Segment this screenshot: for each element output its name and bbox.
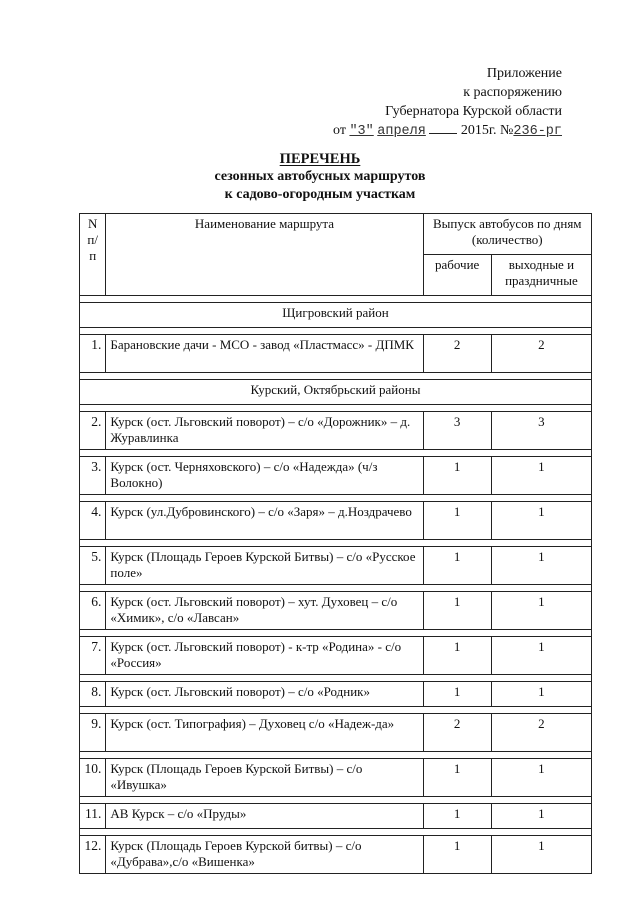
route-name: Курск (ул.Дубровинского) – с/о «Заря» – д.Ноздрачево — [106, 502, 423, 540]
table-row — [80, 592, 592, 630]
route-name: Курск (ост. Льговский поворот) – с/о «Родник» — [106, 682, 423, 707]
holidays-count: 1 — [491, 836, 591, 874]
workdays-count: 2 — [423, 714, 491, 752]
spacer-row — [80, 752, 592, 759]
spacer-row — [80, 405, 592, 412]
row-number: 11. — [80, 804, 106, 829]
workdays-count: 1 — [423, 759, 491, 797]
spacer-row — [80, 540, 592, 547]
spacer-row — [80, 450, 592, 457]
spacer-row — [80, 630, 592, 637]
spacer-row — [80, 707, 592, 714]
row-number: 1. — [80, 335, 106, 373]
holidays-count: 1 — [491, 682, 591, 707]
workdays-count: 2 — [423, 335, 491, 373]
workdays-count: 1 — [423, 592, 491, 630]
routes-table — [79, 213, 592, 874]
route-name: Курск (Площадь Героев Курской Битвы) – с/о «Русское поле» — [106, 547, 423, 585]
row-number: 9. — [80, 714, 106, 752]
document-title — [0, 150, 640, 204]
date-underline — [429, 121, 457, 134]
holidays-count: 1 — [491, 637, 591, 675]
row-number: 12. — [80, 836, 106, 874]
table-row — [80, 836, 592, 874]
route-name: Курск (ост. Черняховского) – с/о «Надежда» (ч/з Волокно) — [106, 457, 423, 495]
workdays-count: 1 — [423, 836, 491, 874]
table-row — [80, 714, 592, 752]
holidays-count: 1 — [491, 804, 591, 829]
title-main: ПЕРЕЧЕНЬ — [279, 151, 361, 167]
spacer-row — [80, 797, 592, 804]
appendix-date-line — [262, 121, 562, 141]
table-row — [80, 412, 592, 450]
spacer-row — [80, 675, 592, 682]
route-name: Курск (ост. Льговский поворот) – хут. Духовец – с/о «Химик», с/о «Лавсан» — [106, 592, 423, 630]
header-workdays: рабочие — [423, 255, 491, 296]
spacer-row — [80, 328, 592, 335]
row-number: 7. — [80, 637, 106, 675]
order-number: 236-рг — [513, 124, 562, 139]
workdays-count: 1 — [423, 637, 491, 675]
table-row — [80, 502, 592, 540]
header-bus-output: Выпуск автобусов по дням (количество) — [423, 214, 591, 255]
workdays-count: 1 — [423, 502, 491, 540]
header-number: N п/п — [80, 214, 106, 296]
date-day: "3" — [349, 124, 374, 139]
spacer-row — [80, 829, 592, 836]
title-sub-2: к садово-огородным участкам — [224, 187, 416, 202]
holidays-count: 1 — [491, 502, 591, 540]
holidays-count: 1 — [491, 457, 591, 495]
workdays-count: 1 — [423, 804, 491, 829]
row-number: 3. — [80, 457, 106, 495]
row-number: 6. — [80, 592, 106, 630]
holidays-count: 2 — [491, 714, 591, 752]
workdays-count: 1 — [423, 682, 491, 707]
route-name: Курск (ост. Льговский поворот) – с/о «Дорожник» – д. Журавлинка — [106, 412, 423, 450]
table-row — [80, 759, 592, 797]
table-row — [80, 547, 592, 585]
row-number: 10. — [80, 759, 106, 797]
row-number: 2. — [80, 412, 106, 450]
route-name: АВ Курск – с/о «Пруды» — [106, 804, 423, 829]
district-shchigry: Щигровский район — [80, 303, 592, 328]
route-name: Курск (ост. Типография) – Духовец с/о «Надеж-да» — [106, 714, 423, 752]
appendix-line-1: Приложение — [486, 66, 562, 81]
spacer-row — [80, 585, 592, 592]
date-year: 2015г. № — [460, 123, 514, 138]
header-route-name: Наименование маршрута — [106, 214, 423, 296]
workdays-count: 1 — [423, 457, 491, 495]
appendix-header — [262, 64, 562, 141]
appendix-line-2: к распоряжению — [463, 85, 562, 100]
spacer-row — [80, 373, 592, 380]
route-name: Барановские дачи - МСО - завод «Пластмасс» - ДПМК — [106, 335, 423, 373]
district-kursk-oktyabrsky: Курский, Октябрьский районы — [80, 380, 592, 405]
table-row — [80, 682, 592, 707]
holidays-count: 1 — [491, 547, 591, 585]
spacer-row — [80, 495, 592, 502]
holidays-count: 2 — [491, 335, 591, 373]
spacer-row — [80, 296, 592, 303]
holidays-count: 1 — [491, 759, 591, 797]
route-name: Курск (Площадь Героев Курской битвы) – с/о «Дубрава»,с/о «Вишенка» — [106, 836, 423, 874]
table-row — [80, 335, 592, 373]
workdays-count: 1 — [423, 547, 491, 585]
header-holidays: выходные и праздничные — [491, 255, 591, 296]
route-name: Курск (Площадь Героев Курской Битвы) – с/о «Ивушка» — [106, 759, 423, 797]
date-month: апреля — [377, 124, 426, 139]
route-name: Курск (ост. Льговский поворот) - к-тр «Родина» - с/о «Россия» — [106, 637, 423, 675]
row-number: 5. — [80, 547, 106, 585]
appendix-line-3: Губернатора Курской области — [385, 104, 562, 119]
workdays-count: 3 — [423, 412, 491, 450]
holidays-count: 3 — [491, 412, 591, 450]
table-row — [80, 457, 592, 495]
table-row — [80, 637, 592, 675]
table-row — [80, 804, 592, 829]
row-number: 4. — [80, 502, 106, 540]
date-prefix: от — [333, 123, 346, 138]
holidays-count: 1 — [491, 592, 591, 630]
row-number: 8. — [80, 682, 106, 707]
title-sub-1: сезонных автобусных маршрутов — [214, 169, 426, 184]
